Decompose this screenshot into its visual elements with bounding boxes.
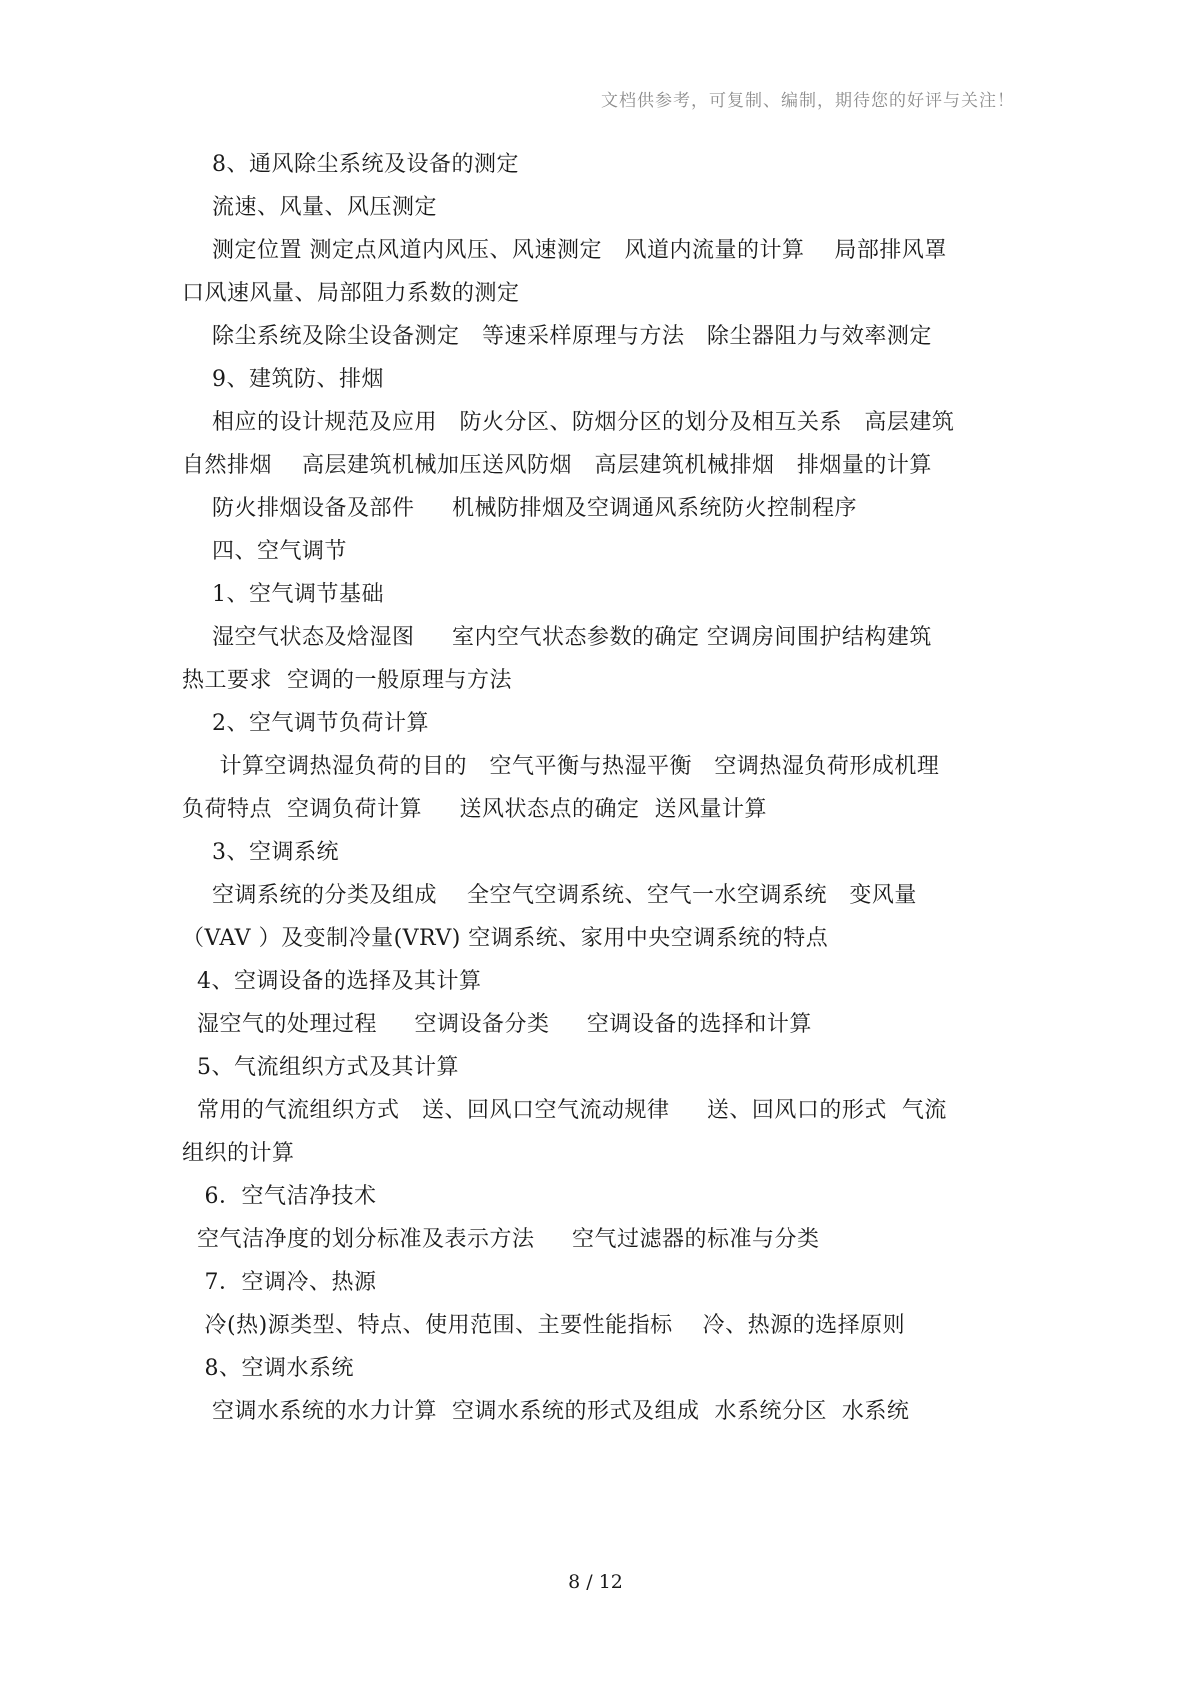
text-line: （VAV ）及变制冷量(VRV) 空调系统、家用中央空调系统的特点 (182, 926, 829, 951)
text-line: 8、空调水系统 (182, 1356, 354, 1381)
text-line: 常用的气流组织方式 送、回风口空气流动规律 送、回风口的形式 气流 (182, 1098, 947, 1123)
text-line: 湿空气的处理过程 空调设备分类 空调设备的选择和计算 (182, 1012, 812, 1037)
text-line: 7．空调冷、热源 (182, 1270, 377, 1295)
text-line: 口风速风量、局部阻力系数的测定 (182, 281, 520, 306)
text-line: 空气洁净度的划分标准及表示方法 空气过滤器的标准与分类 (182, 1227, 820, 1252)
header-note: 文档供参考，可复制、编制，期待您的好评与关注！ (601, 91, 1015, 111)
page-number: 8 / 12 (568, 1571, 623, 1593)
text-line: 测定位置 测定点风道内风压、风速测定 风道内流量的计算 局部排风罩 (182, 238, 947, 263)
text-line: 负荷特点 空调负荷计算 送风状态点的确定 送风量计算 (182, 797, 767, 822)
text-line: 8、通风除尘系统及设备的测定 (182, 152, 519, 177)
text-line: 组织的计算 (182, 1141, 295, 1166)
text-line: 空调水系统的水力计算 空调水系统的形式及组成 水系统分区 水系统 (182, 1399, 910, 1424)
text-line: 2、空气调节负荷计算 (182, 711, 429, 736)
text-line: 相应的设计规范及应用 防火分区、防烟分区的划分及相互关系 高层建筑 (182, 410, 955, 435)
text-line: 防火排烟设备及部件 机械防排烟及空调通风系统防火控制程序 (182, 496, 857, 521)
text-line: 自然排烟 高层建筑机械加压送风防烟 高层建筑机械排烟 排烟量的计算 (182, 453, 932, 478)
text-line: 除尘系统及除尘设备测定 等速采样原理与方法 除尘器阻力与效率测定 (182, 324, 932, 349)
text-line: 6．空气洁净技术 (182, 1184, 377, 1209)
text-line: 四、空气调节 (182, 539, 347, 564)
text-line: 4、空调设备的选择及其计算 (182, 969, 482, 994)
text-line: 计算空调热湿负荷的目的 空气平衡与热湿平衡 空调热湿负荷形成机理 (182, 754, 940, 779)
text-line: 5、气流组织方式及其计算 (182, 1055, 459, 1080)
text-line: 1、空气调节基础 (182, 582, 384, 607)
text-line: 冷(热)源类型、特点、使用范围、主要性能指标 冷、热源的选择原则 (182, 1313, 906, 1338)
text-line: 热工要求 空调的一般原理与方法 (182, 668, 512, 693)
text-line: 空调系统的分类及组成 全空气空调系统、空气一水空调系统 变风量 (182, 883, 917, 908)
text-line: 9、建筑防、排烟 (182, 367, 384, 392)
text-line: 流速、风量、风压测定 (182, 195, 437, 220)
text-line: 湿空气状态及焓湿图 室内空气状态参数的确定 空调房间围护结构建筑 (182, 625, 932, 650)
text-line: 3、空调系统 (182, 840, 339, 865)
